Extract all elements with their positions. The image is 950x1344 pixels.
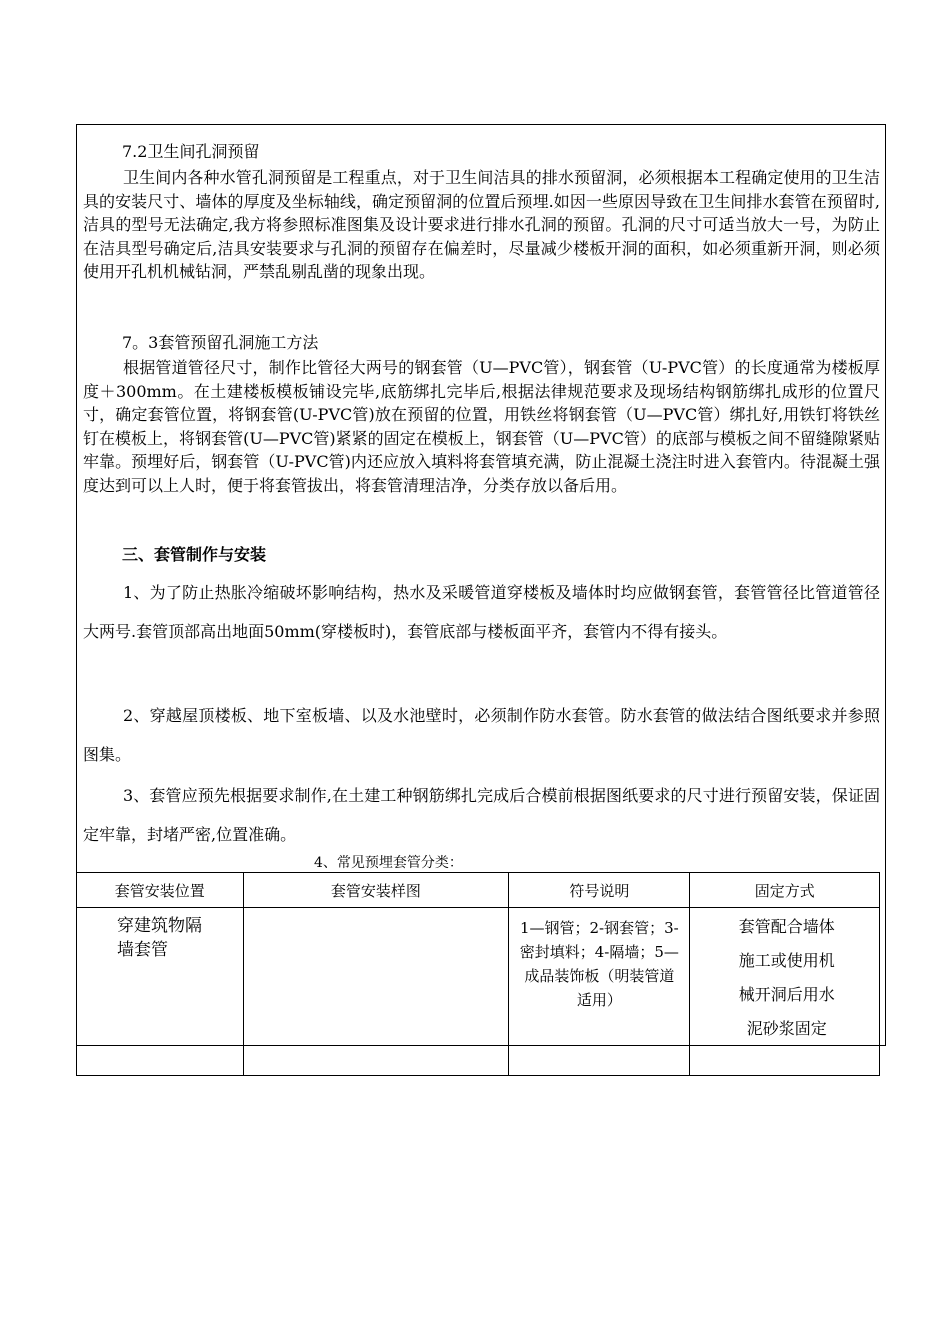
cell-position-text: 穿建筑物隔墙套管 <box>117 916 202 960</box>
section-7-2-heading: 7.2卫生间孔洞预留 <box>122 142 260 161</box>
header-figure: 套管安装样图 <box>243 873 509 908</box>
section-7-2-body: 卫生间内各种水管孔洞预留是工程重点，对于卫生间洁具的排水预留洞，必须根据本工程确定使用的卫生洁具的安装尺寸、墙体的厚度及坐标轴线，确定预留洞的位置后预埋.如因一些原因导致在卫生间排水套管在预留时,洁具的型号无法确定,我方将参照标准图集及设计要求进行排水孔洞的预留。孔洞的尺寸可适当放大一号，为防止在洁具型号确定后,洁具安装要求与孔洞的预留存在偏差时，尽量减少楼板开洞的面积，如必须重新开洞，则必须使用开孔机机械钻洞，严禁乱剔乱凿的现象出现。 <box>83 168 880 281</box>
cell-figure <box>243 908 509 1076</box>
cell-symbols-text: 1—钢管；2-钢套管；3-密封填料；4-隔墙；5—成品装饰板（明装管道适用） <box>519 919 679 1009</box>
table-row <box>77 908 880 1076</box>
sleeve-classification-table <box>76 872 880 1076</box>
cell-position <box>77 908 244 1076</box>
table-header-row <box>77 873 880 908</box>
section-3-item-2: 2、穿越屋顶楼板、地下室板墙、以及水池壁时，必须制作防水套管。防水套管的做法结合图纸要求并参照图集。 <box>83 706 880 764</box>
section-3-item-1: 1、为了防止热胀冷缩破坏影响结构，热水及采暖管道穿楼板及墙体时均应做钢套管，套管管径比管道管径大两号.套管顶部高出地面50mm(穿楼板时)，套管底部与楼板面平齐，套管内不得有接头。 <box>83 583 880 641</box>
header-symbols: 符号说明 <box>509 873 690 908</box>
header-fixing: 固定方式 <box>690 873 880 908</box>
section-3-heading: 三、套管制作与安装 <box>122 545 267 564</box>
header-position: 套管安装位置 <box>77 873 244 908</box>
cell-fixing-text: 套管配合墙体施工或使用机械开洞后用水泥砂浆固定 <box>738 917 835 1038</box>
section-7-3-body: 根据管道管径尺寸，制作比管径大两号的钢套管（U—PVC管），钢套管（U-PVC管）的长度通常为楼板厚度＋300mm。在土建楼板模板铺设完毕,底筋绑扎完毕后,根据法律规范要求及现场结构钢筋绑扎成形的位置尺寸，确定套管位置，将钢套管(U-PVC管)放在预留的位置，用铁丝将钢套管（U—PVC管）绑扎好,用铁钉将铁丝钉在模板上，将钢套管(U—PVC管)紧紧的固定在模板上，钢套管（U—PVC管）的底部与模板之间不留缝隙紧贴牢靠。预埋好后，钢套管（U-PVC管)内还应放入填料将套管填充满，防止混凝土浇注时进入套管内。待混凝土强度达到可以上人时，便于将套管拔出，将套管清理洁净，分类存放以备后用。 <box>83 358 880 495</box>
cell-symbols <box>509 908 690 1076</box>
cell-fixing <box>690 908 880 1076</box>
section-3-item-3: 3、套管应预先根据要求制作,在土建工种钢筋绑扎完成后合模前根据图纸要求的尺寸进行预留安装，保证固定牢靠，封堵严密,位置准确。 <box>83 786 880 844</box>
section-7-3-heading: 7。3套管预留孔洞施工方法 <box>122 333 319 352</box>
table-caption: 4、常见预埋套管分类： <box>314 855 463 871</box>
